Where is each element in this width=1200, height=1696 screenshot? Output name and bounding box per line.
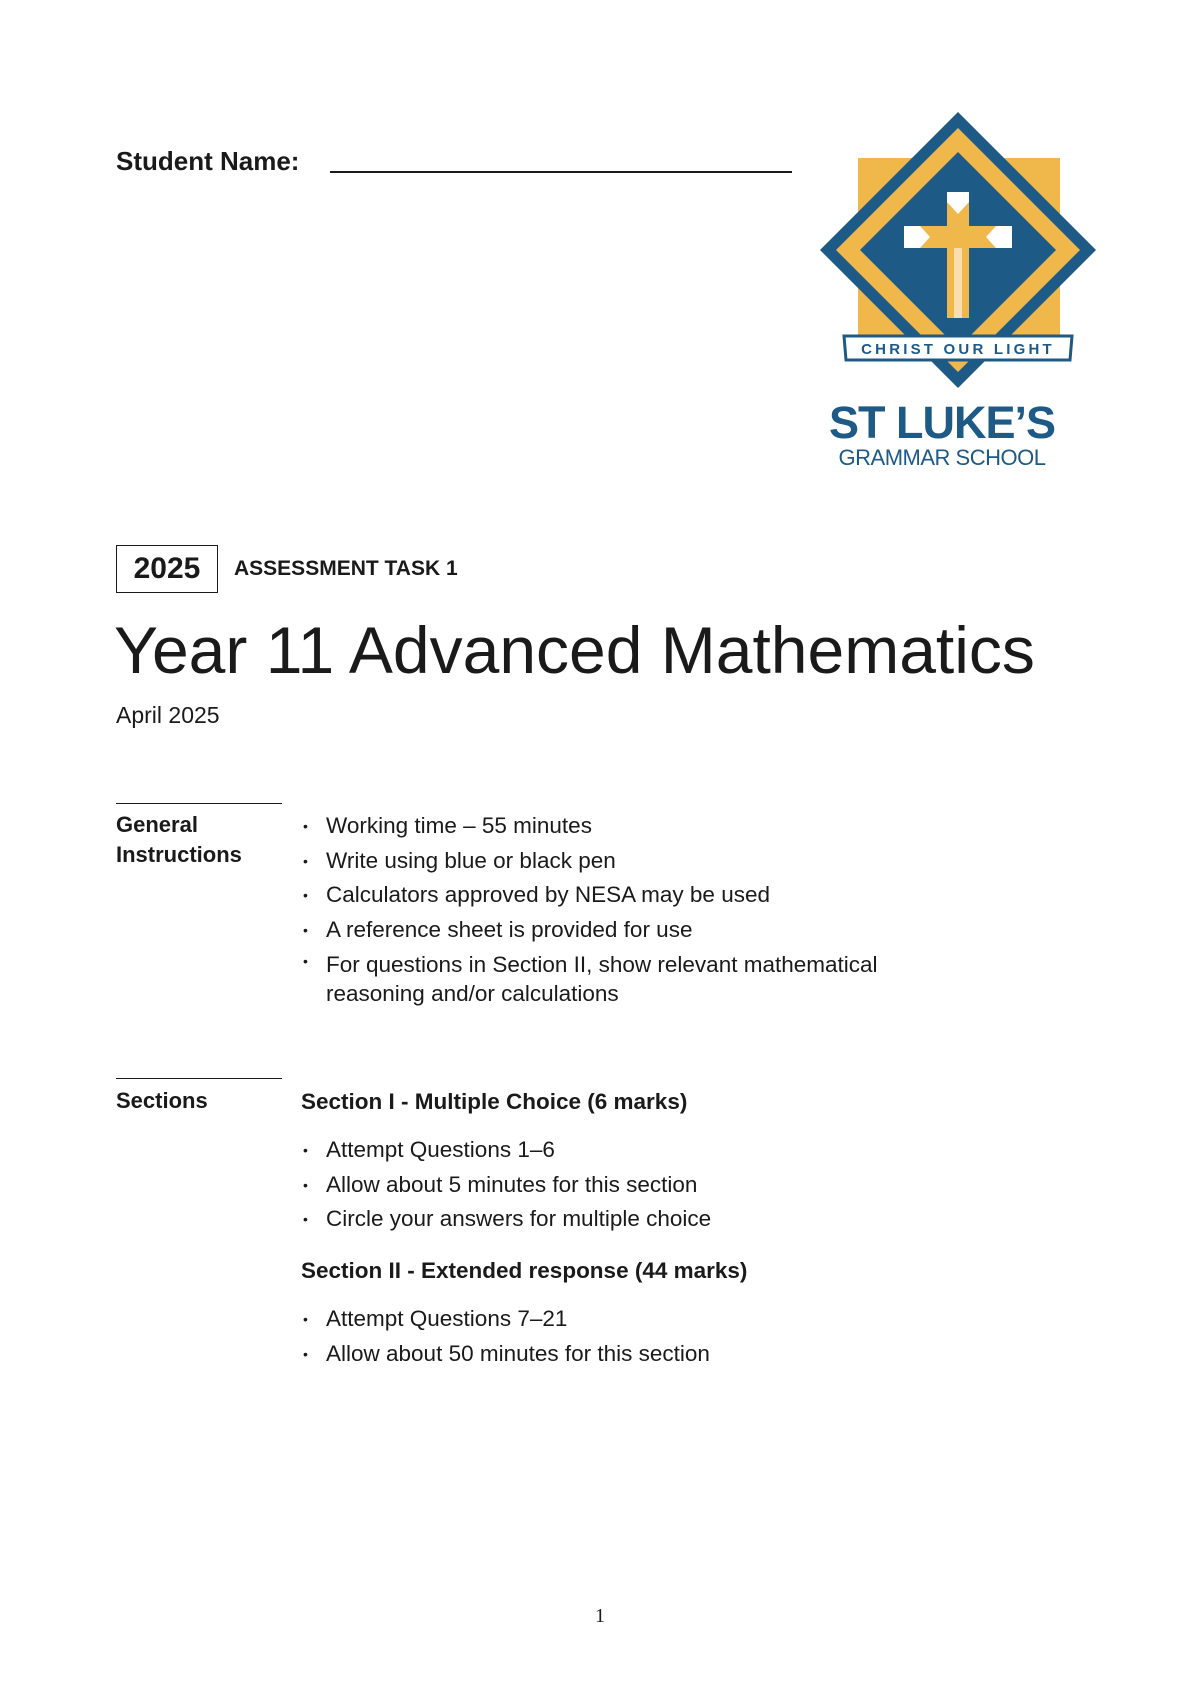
exam-date: April 2025 bbox=[116, 702, 220, 728]
task-label: ASSESSMENT TASK 1 bbox=[234, 557, 458, 580]
sections-label: Sections bbox=[116, 1088, 208, 1113]
list-item: • Attempt Questions 1–6 bbox=[301, 1133, 966, 1168]
page-number: 1 bbox=[595, 1605, 605, 1627]
section-1-heading: Section I - Multiple Choice (6 marks) bbox=[301, 1089, 688, 1114]
list-item: • For questions in Section II, show relevant mathematical reasoning and/or calculations bbox=[301, 947, 966, 1008]
list-item: • A reference sheet is provided for use bbox=[301, 913, 966, 948]
logo-school-name: ST LUKE’S bbox=[828, 397, 1056, 448]
general-instructions-label bbox=[116, 810, 286, 870]
list-item: • Calculators approved by NESA may be used bbox=[301, 878, 966, 913]
student-name-line[interactable] bbox=[330, 171, 792, 173]
section-1-list bbox=[301, 1133, 966, 1237]
general-instructions-rule bbox=[116, 803, 282, 804]
section-2-heading: Section II - Extended response (44 marks) bbox=[301, 1258, 748, 1283]
list-item: • Attempt Questions 7–21 bbox=[301, 1302, 966, 1337]
exam-title: Year 11 Advanced Mathematics bbox=[114, 613, 1035, 687]
student-name-label: Student Name: bbox=[116, 146, 300, 176]
list-item: • Allow about 50 minutes for this section bbox=[301, 1337, 966, 1372]
section-2-list bbox=[301, 1302, 966, 1371]
school-logo bbox=[808, 110, 1108, 470]
sections-rule bbox=[116, 1078, 282, 1079]
list-item: • Working time – 55 minutes bbox=[301, 809, 966, 844]
general-instructions-list bbox=[301, 809, 966, 1008]
year-box: 2025 bbox=[116, 545, 218, 593]
logo-school-subtitle: GRAMMAR SCHOOL bbox=[838, 445, 1046, 470]
list-item: • Allow about 5 minutes for this section bbox=[301, 1168, 966, 1203]
general-instructions-label-line2: Instructions bbox=[116, 842, 242, 867]
general-instructions-label-line1: General bbox=[116, 812, 198, 837]
diamond-cross-crest-icon bbox=[808, 110, 1108, 470]
list-item: • Write using blue or black pen bbox=[301, 844, 966, 879]
list-item: • Circle your answers for multiple choice bbox=[301, 1202, 966, 1237]
logo-motto: CHRIST OUR LIGHT bbox=[861, 341, 1055, 358]
